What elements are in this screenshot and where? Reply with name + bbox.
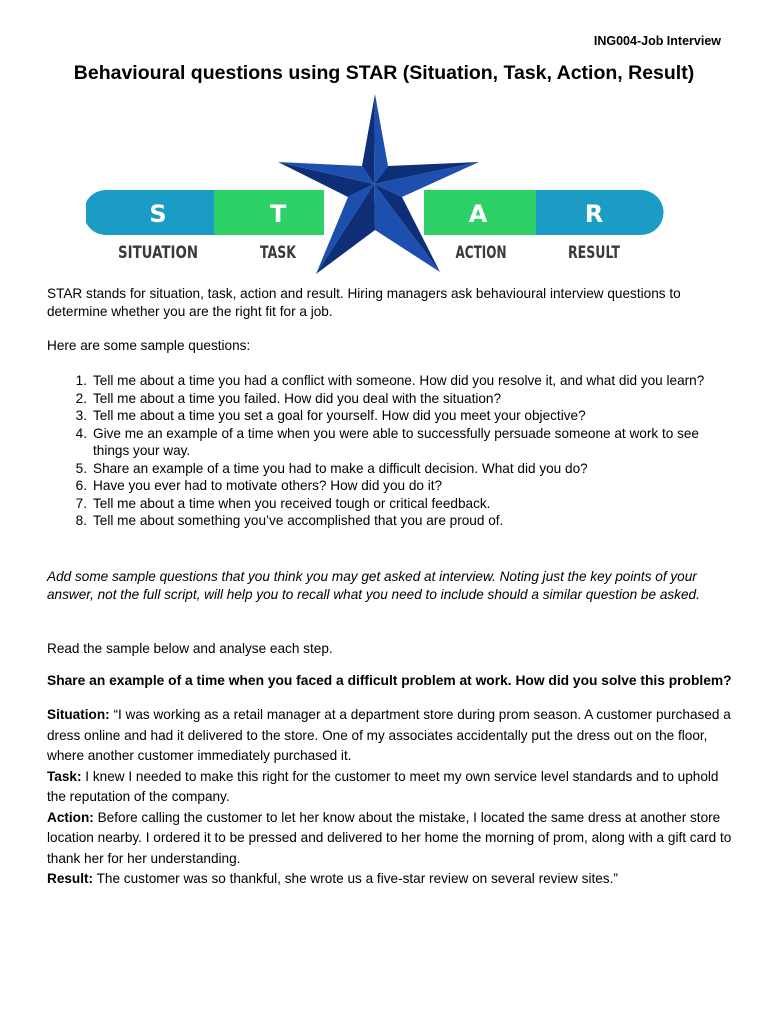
question-text: Share an example of a time you had to make a difficult decision. What did you do? [93,460,588,476]
question-text: Tell me about a time when you received tough or critical feedback. [93,495,491,511]
result-text: The customer was so thankful, she wrote us a five-star review on several review sites.” [93,871,618,886]
list-number: 2. [75,390,87,406]
result-paragraph [47,869,737,890]
action-text: Before calling the customer to let her know about the mistake, I located the same dress at another store location nearby. I ordered it to be pressed and delivered to her home the morning of prom, along with a gift card to thank her for her understanding. [47,809,732,866]
action-label: Action: [47,809,94,825]
action-paragraph [47,808,737,870]
list-number: 6. [75,478,87,493]
situation-paragraph [47,705,737,767]
list-number: 4. [75,425,87,441]
question-text: Tell me about something you’ve accomplished that you are proud of. [93,513,504,528]
situation-text: “I was working as a retail manager at a department store during prom season. A customer purchased a dress online and had it delivered to the store. One of my associates accidentally put the dress out on the floor, where another customer immediately purchased it. [47,707,731,763]
word-result: RESULT [568,243,621,263]
list-number: 1. [75,373,87,388]
task-label: Task: [47,768,82,784]
word-situation: SITUATION [118,243,198,263]
sample-question-list [47,372,717,530]
situation-label: Situation: [47,707,110,722]
star-method-graphic [86,90,666,280]
list-number: 8. [75,513,87,528]
question-text: Have you ever had to motivate others? How did you do it? [93,478,443,493]
star-icon [278,94,479,274]
document-code: ING004-Job Interview [593,34,721,48]
instruction-paragraph: Add some sample questions that you think you may get asked at interview. Noting just the key points of your answer, not the full script, will help you to recall what you need to include should a similar question be asked. [47,569,700,602]
list-item [47,512,717,530]
word-action: ACTION [455,243,507,263]
task-paragraph [47,767,737,808]
example-answer [47,705,737,890]
sample-questions-heading: Here are some sample questions: [47,338,251,353]
page-title: Behavioural questions using STAR (Situation, Task, Action, Result) [73,62,695,84]
list-number: 3. [75,408,87,423]
task-text: I knew I needed to make this right for the customer to meet my own service level standards and to uphold the reputation of the company. [47,768,719,804]
list-item [47,477,717,495]
list-item [47,495,717,513]
question-text: Give me an example of a time when you were able to successfully persuade someone at work to see things your way. [93,425,699,458]
list-item [47,407,717,425]
list-item [47,460,717,478]
read-sample-paragraph: Read the sample below and analyse each step. [47,641,333,656]
letter-a: A [468,200,488,228]
list-item [47,390,717,408]
question-text: Tell me about a time you failed. How did you deal with the situation? [93,390,502,406]
letter-r: R [584,200,604,228]
letter-t: T [269,200,287,228]
letter-s: S [149,200,167,228]
question-text: Tell me about a time you set a goal for yourself. How did you meet your objective? [93,408,586,423]
question-text: Tell me about a time you had a conflict with someone. How did you resolve it, and what did you learn? [93,373,705,388]
example-question: Share an example of a time when you faced a difficult problem at work. How did you solve this problem? [47,673,732,688]
result-label: Result: [47,871,94,886]
list-item [47,425,717,460]
list-number: 5. [75,460,87,476]
intro-paragraph: STAR stands for situation, task, action and result. Hiring managers ask behavioural interview questions to determine whether you are the right fit for a job. [47,286,681,319]
list-item [47,372,717,390]
word-task: TASK [260,243,297,263]
list-number: 7. [75,495,87,511]
